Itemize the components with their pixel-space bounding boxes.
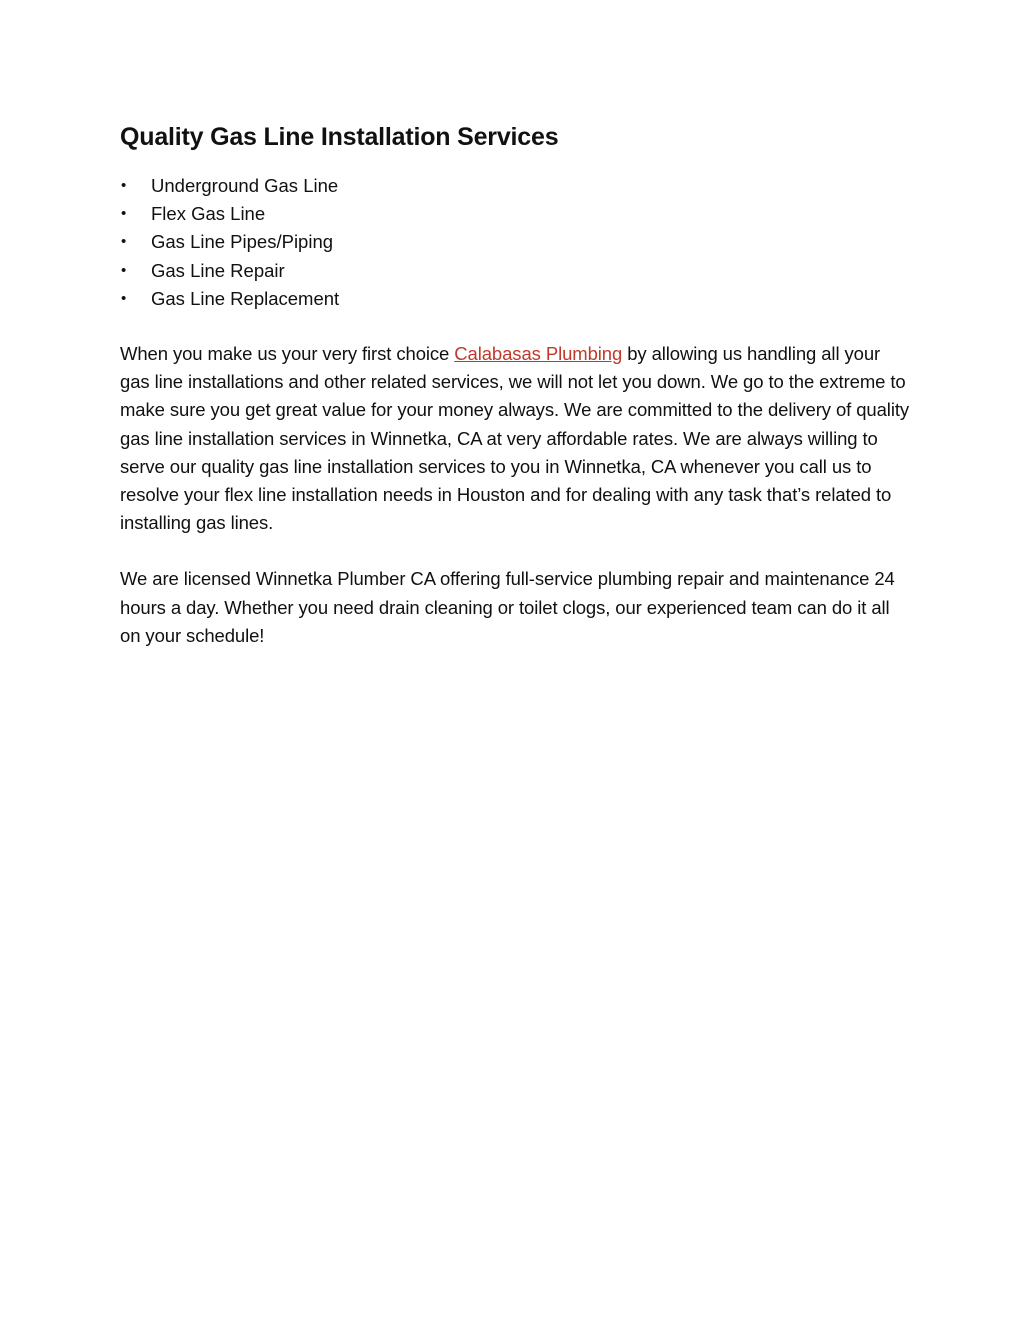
intro-text-after-link: by allowing us handling all your gas line installations and other related services, we will not let you down. We go to the extreme to make sure you get great value for your money always. We are committed to the delivery of quality gas line installation services in Winnetka, CA at very affordable rates. We are always willing to serve our quality gas line installation services to you in Winnetka, CA whenever you call us to resolve your flex line installation needs in Houston and for dealing with any task that’s related to installing gas lines.	[120, 343, 910, 534]
bullet-icon: •	[121, 233, 127, 251]
service-label: Gas Line Repair	[151, 259, 285, 281]
bullet-icon: •	[121, 177, 127, 194]
bullet-icon: •	[121, 289, 127, 307]
bullet-icon: •	[121, 205, 127, 223]
license-paragraph: We are licensed Winnetka Plumber CA offering full-service plumbing repair and maintenance 24 hours a day. Whether you need drain cleaning or toilet clogs, our experienced team can do it all on your schedule!	[120, 568, 895, 646]
service-label: Flex Gas Line	[151, 203, 266, 225]
intro-text-before-link: When you make us your very first choice	[120, 343, 455, 365]
calabasas-plumbing-link[interactable]: Calabasas Plumbing	[454, 343, 623, 365]
page-title: Quality Gas Line Installation Services	[120, 123, 559, 151]
list-item	[120, 172, 910, 200]
document-page	[120, 118, 910, 650]
list-item	[120, 228, 910, 256]
bullet-icon: •	[121, 261, 127, 279]
list-item	[120, 285, 910, 313]
list-item	[120, 200, 910, 228]
service-label: Gas Line Pipes/Piping	[151, 231, 334, 253]
list-item	[120, 257, 910, 285]
intro-paragraph	[120, 340, 910, 537]
services-list	[120, 172, 910, 313]
service-label: Gas Line Replacement	[151, 287, 340, 309]
service-label: Underground Gas Line	[151, 175, 339, 196]
